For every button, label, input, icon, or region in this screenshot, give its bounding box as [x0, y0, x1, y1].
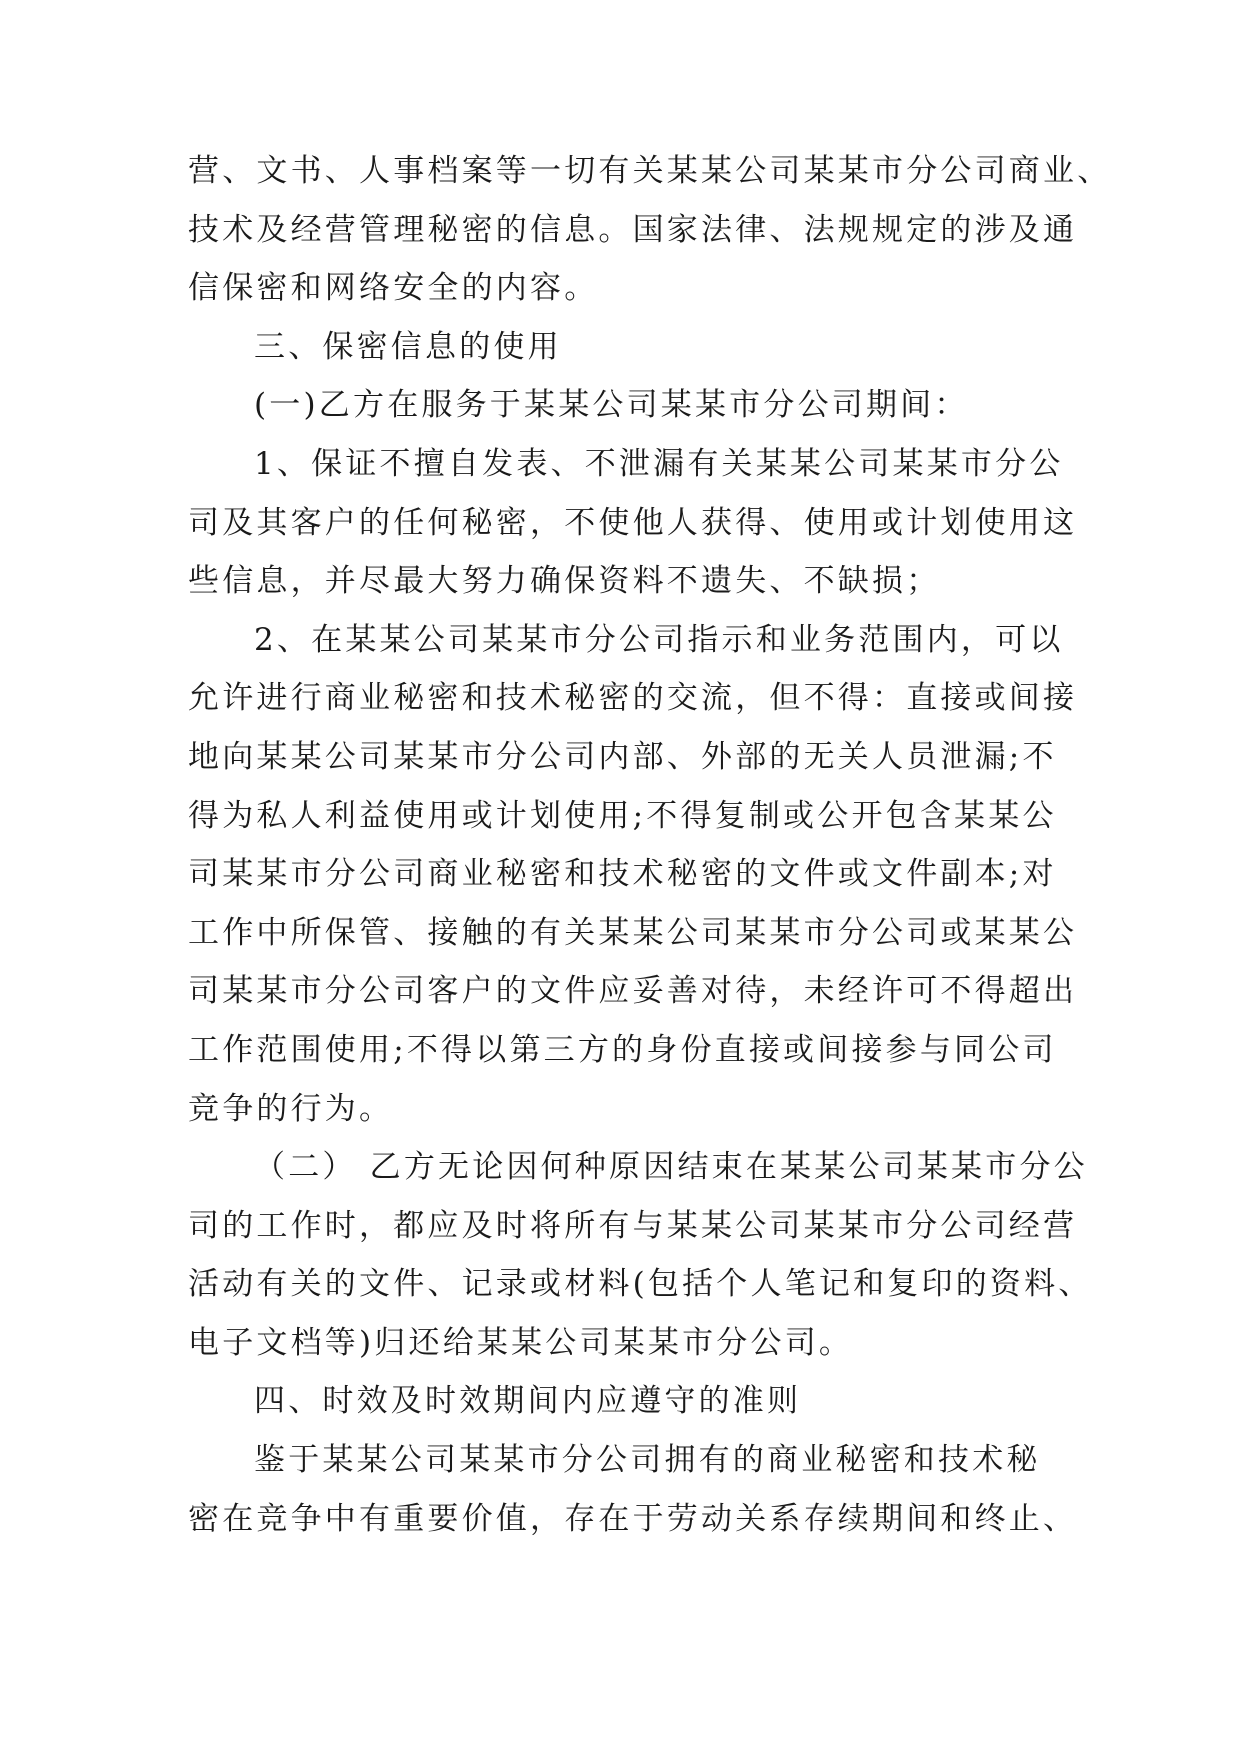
text-line: 允许进行商业秘密和技术秘密的交流，但不得：直接或间接: [188, 680, 1078, 717]
text-line: 技术及经营管理秘密的信息。国家法律、法规规定的涉及通: [188, 211, 1078, 248]
text-line: 工作范围使用;不得以第三方的身份直接或间接参与同公司: [188, 1031, 1057, 1068]
text-line: 司某某市分公司商业秘密和技术秘密的文件或文件副本;对: [188, 856, 1057, 893]
section-heading: 四、时效及时效期间内应遵守的准则: [254, 1383, 802, 1420]
text-line: 司某某市分公司客户的文件应妥善对待，未经许可不得超出: [188, 973, 1078, 1010]
subsection-heading: (一)乙方在服务于某某公司某某市分公司期间：: [254, 387, 969, 424]
text-line: 鉴于某某公司某某市分公司拥有的商业秘密和技术秘: [254, 1442, 1041, 1479]
text-line: 活动有关的文件、记录或材料(包括个人笔记和复印的资料、: [188, 1266, 1093, 1303]
text-line: 些信息，并尽最大努力确保资料不遗失、不缺损；: [188, 563, 941, 600]
text-line: 密在竞争中有重要价值，存在于劳动关系存续期间和终止、: [188, 1500, 1078, 1537]
text-line: 得为私人利益使用或计划使用;不得复制或公开包含某某公: [188, 797, 1057, 834]
text-line: 信保密和网络安全的内容。: [188, 270, 599, 307]
text-line: 电子文档等)归还给某某公司某某市分公司。: [188, 1324, 854, 1361]
subsection-heading: （二） 乙方无论因何种原因结束在某某公司某某市分公: [254, 1149, 1088, 1186]
text-line: 地向某某公司某某市分公司内部、外部的无关人员泄漏;不: [188, 738, 1057, 775]
text-line: 司及其客户的任何秘密，不使他人获得、使用或计划使用这: [188, 504, 1078, 541]
section-heading: 三、保密信息的使用: [254, 328, 562, 365]
text-line: 竞争的行为。: [188, 1090, 394, 1127]
text-line: 营、文书、人事档案等一切有关某某公司某某市分公司商业、: [188, 153, 1112, 189]
document-body: [188, 142, 1112, 1548]
text-line: 工作中所保管、接触的有关某某公司某某市分公司或某某公: [188, 914, 1078, 951]
text-line: 2、在某某公司某某市分公司指示和业务范围内，可以: [254, 621, 1064, 658]
text-line: 司的工作时，都应及时将所有与某某公司某某市分公司经营: [188, 1207, 1078, 1244]
text-line: 1、保证不擅自发表、不泄漏有关某某公司某某市分公: [254, 445, 1064, 482]
